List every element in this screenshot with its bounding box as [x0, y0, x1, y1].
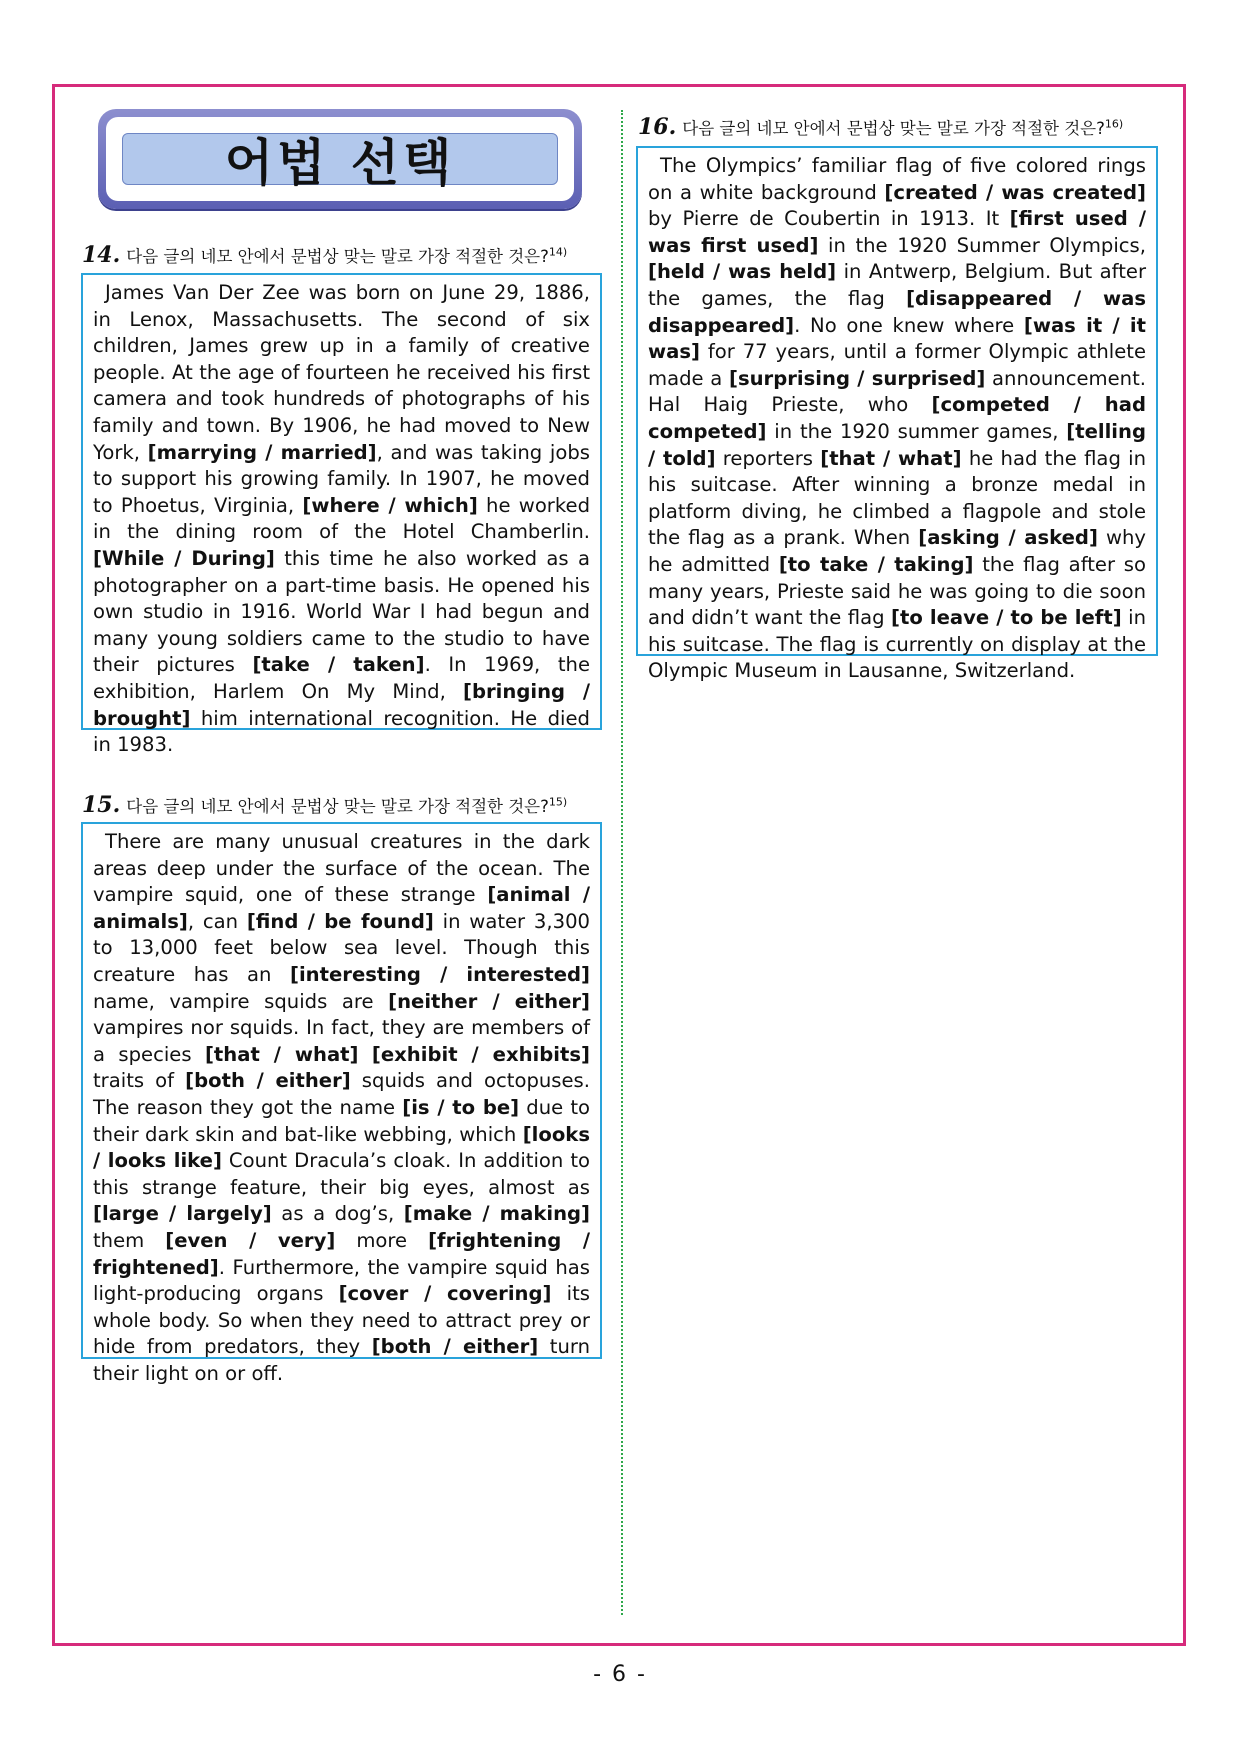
- answer-choice: [animal / animals]: [93, 883, 590, 933]
- answer-choice: [neither / either]: [388, 989, 590, 1013]
- question-number: 15.: [82, 792, 121, 818]
- question-16-header: [638, 114, 1123, 140]
- answer-choice: [exhibit / exhibits]: [371, 1042, 590, 1066]
- answer-choice: [to leave / to be left]: [891, 606, 1122, 630]
- question-16-passage: [636, 146, 1158, 683]
- answer-choice: [where / which]: [302, 493, 478, 517]
- answer-choice: [frightening / frightened]: [93, 1228, 590, 1279]
- question-15-header: [82, 792, 567, 818]
- footnote-marker: 14): [548, 245, 568, 259]
- page-number: - 6 -: [593, 1662, 647, 1687]
- answer-choice: [held / was held]: [648, 260, 837, 284]
- answer-choice: [even / very]: [165, 1228, 336, 1252]
- answer-choice: [take / taken]: [252, 653, 425, 677]
- question-14-header: [82, 242, 567, 268]
- answer-choice: [make / making]: [403, 1202, 590, 1226]
- question-prompt: 다음 글의 네모 안에서 문법상 맞는 말로 가장 적절한 것은?: [126, 247, 549, 266]
- answer-choice: [both / either]: [371, 1335, 539, 1359]
- question-prompt: 다음 글의 네모 안에서 문법상 맞는 말로 가장 적절한 것은?: [682, 119, 1105, 138]
- answer-choice: [that / what]: [820, 446, 962, 470]
- answer-choice: [find / be found]: [246, 909, 434, 933]
- passage-text: James Van Der Zee was born on June 29, 1886, in Lenox, Massachusetts. The second of six children, James grew up in a family of creative people. At the age of fourteen he received his first camera and took hundreds of photographs of his family and town. By 1906, he had moved to New York, [marrying / married], and was taking jobs to support his growing family. In 1907, he moved to Phoetus, Virginia, [where / which] he worked in the dining room of the Hotel Chamberlin. [While / During] this time he also worked as a photographer on a part-time basis. He opened his own studio in 1916. World War I had begun and many young soldiers came to the studio to have their pictures [take / taken]. In 1969, the exhibition, Harlem On My Mind, [bringing / brought] him international recognition. He died in 1983.: [93, 281, 591, 757]
- question-prompt: 다음 글의 네모 안에서 문법상 맞는 말로 가장 적절한 것은?: [126, 797, 549, 816]
- question-14-passage: [81, 273, 602, 757]
- answer-choice: [bringing / brought]: [93, 679, 590, 730]
- footnote-marker: 16): [1104, 117, 1124, 131]
- answer-choice: [competed / had competed]: [648, 393, 1146, 443]
- answer-choice: [both / either]: [185, 1069, 351, 1093]
- page-title: 어법 선택: [224, 134, 456, 192]
- question-number: 14.: [82, 242, 121, 268]
- answer-choice: [telling / told]: [648, 419, 1146, 470]
- question-number: 16.: [638, 114, 677, 140]
- passage-text: There are many unusual creatures in the dark areas deep under the surface of the ocean. The vampire squid, one of these strange [animal / animals], can [find / be found] in water 3,300 to 13,000 feet below sea level. Though this creature has an [interesting / interested] name, vampire squids are [neither / either] vampires nor squids. In fact, they are members of a species [that / what] [exhibit / exhibits] traits of [both / either] squids and octopuses. The reason they got the name [is / to be] due to their dark skin and bat-like webbing, which [looks / looks like] Count Dracula’s cloak. In addition to this strange feature, their big eyes, almost as [large / largely] as a dog’s, [make / making] them [even / very] more [frightening / frightened]. Furthermore, the vampire squid has light-producing organs [cover / covering] its whole body. So when they need to attract prey or hide from predators, they [both / either] turn their light on or off.: [93, 830, 590, 1385]
- answer-choice: [first used / was first used]: [648, 207, 1146, 257]
- answer-choice: [looks / looks like]: [93, 1122, 590, 1173]
- answer-choice: [was it / it was]: [648, 313, 1146, 364]
- answer-choice: [cover / covering]: [338, 1282, 552, 1306]
- passage-text: The Olympics’ familiar flag of five colored rings on a white background [created / was created] by Pierre de Coubertin in 1913. It [first used / was first used] in the 1920 Summer Olympics, [held / was held] in Antwerp, Belgium. But after the games, the flag [disappeared / was disappeared]. No one knew where [was it / it was] for 77 years, until a former Olympic athlete made a [surprising / surprised] announcement. Hal Haig Prieste, who [competed / had competed] in the 1920 summer games, [telling / told] reporters [that / what] he had the flag in his suitcase. After winning a bronze medal in platform diving, he climbed a flagpole and stole the flag as a prank. When [asking / asked] why he admitted [to take / taking] the flag after so many years, Prieste said he was going to die soon and didn’t want the flag [to leave / to be left] in his suitcase. The flag is currently on display at the Olympic Museum in Lausanne, Switzerland.: [648, 154, 1147, 683]
- footnote-marker: 15): [548, 795, 568, 809]
- answer-choice: [large / largely]: [93, 1202, 272, 1226]
- answer-choice: [created / was created]: [884, 180, 1146, 204]
- title-badge: [98, 109, 582, 209]
- answer-choice: [surprising / surprised]: [728, 366, 986, 390]
- answer-choice: [asking / asked]: [918, 526, 1098, 550]
- answer-choice: [disappeared / was disappeared]: [648, 286, 1146, 337]
- answer-choice: [While / During]: [93, 546, 275, 570]
- answer-choice: [marrying / married]: [147, 440, 377, 464]
- answer-choice: [to take / taking]: [778, 552, 974, 576]
- answer-choice: [is / to be]: [402, 1095, 520, 1119]
- answer-choice: [interesting / interested]: [290, 962, 590, 986]
- answer-choice: [that / what]: [204, 1042, 359, 1066]
- column-divider: [621, 110, 623, 1615]
- question-15-passage: [81, 822, 602, 1385]
